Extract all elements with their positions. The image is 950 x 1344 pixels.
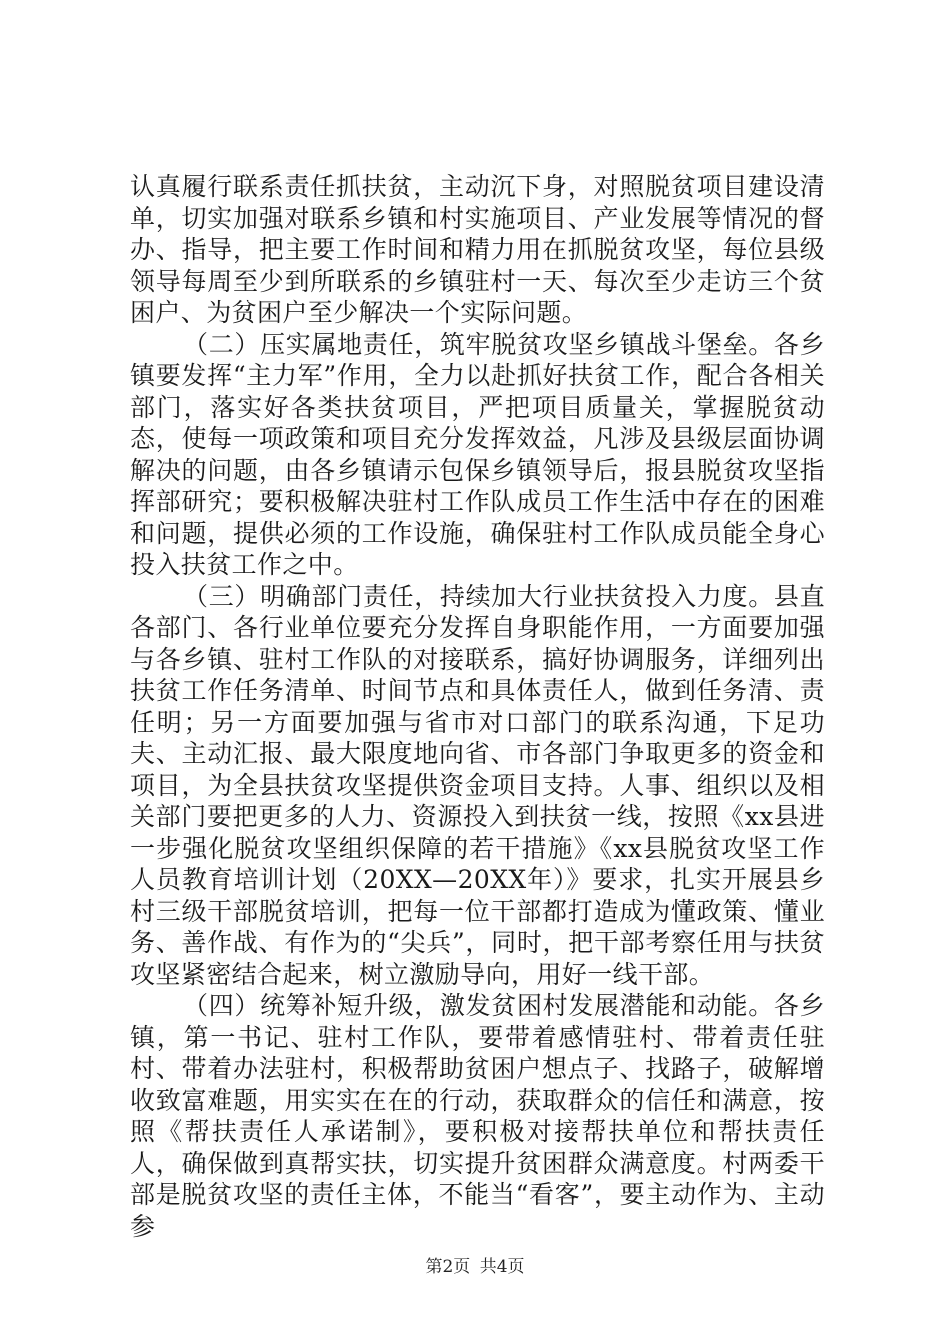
paragraph-section-3: （三）明确部门责任，持续加大行业扶贫投入力度。县直各部门、各行业单位要充分发挥自身职能作用，一方面要加强与各乡镇、驻村工作队的对接联系，搞好协调服务，详细列出扶贫工作任务清单、时间节点和具体责任人，做到任务清、责任明；另一方面要加强与省市对口部门的联系沟通，下足功夫、主动汇报、最大限度地向省、市各部门争取更多的资金和项目，为全县扶贫攻坚提供资金项目支持。人事、组织以及相关部门要把更多的人力、资源投入到扶贫一线，按照《xx县进一步强化脱贫攻坚组织保障的若干措施》《xx县脱贫攻坚工作人员教育培训计划（20XX—20XX年）》要求，扎实开展县乡村三级干部脱贫培训，把每一位干部都打造成为懂政策、懂业务、善作战、有作为的“尖兵”，同时，把干部考察任用与扶贫攻坚紧密结合起来，树立激励导向，用好一线干部。 <box>130 581 825 989</box>
page-footer <box>0 1252 950 1277</box>
paragraph-section-2: （二）压实属地责任，筑牢脱贫攻坚乡镇战斗堡垒。各乡镇要发挥“主力军”作用，全力以赴抓好扶贫工作，配合各相关部门，落实好各类扶贫项目，严把项目质量关，掌握脱贫动态，使每一项政策和项目充分发挥效益，凡涉及县级层面协调解决的问题，由各乡镇请示包保乡镇领导后，报县脱贫攻坚指挥部研究；要积极解决驻村工作队成员工作生活中存在的困难和问题，提供必须的工作设施，确保驻村工作队成员能全身心投入扶贫工作之中。 <box>130 329 825 579</box>
paragraph-section-4: （四）统筹补短升级，激发贫困村发展潜能和动能。各乡镇，第一书记、驻村工作队，要带着感情驻村、带着责任驻村、带着办法驻村，积极帮助贫困户想点子、找路子，破解增收致富难题，用实实在在的行动，获取群众的信任和满意，按照《帮扶责任人承诺制》，要积极对接帮扶单位和帮扶责任人，确保做到真帮实扶，切实提升贫困群众满意度。村两委干部是脱贫攻坚的责任主体，不能当“看客”，要主动作为、主动参 <box>130 991 825 1241</box>
paragraph-continuation: 认真履行联系责任抓扶贫，主动沉下身，对照脱贫项目建设清单，切实加强对联系乡镇和村实施项目、产业发展等情况的督办、指导，把主要工作时间和精力用在抓脱贫攻坚，每位县级领导每周至少到所联系的乡镇驻村一天、每次至少走访三个贫困户、为贫困户至少解决一个实际问题。 <box>130 172 825 327</box>
document-body <box>130 171 825 1242</box>
page-number-total: 共4页 <box>479 1257 525 1277</box>
page-number-current: 第2页 <box>425 1257 471 1277</box>
